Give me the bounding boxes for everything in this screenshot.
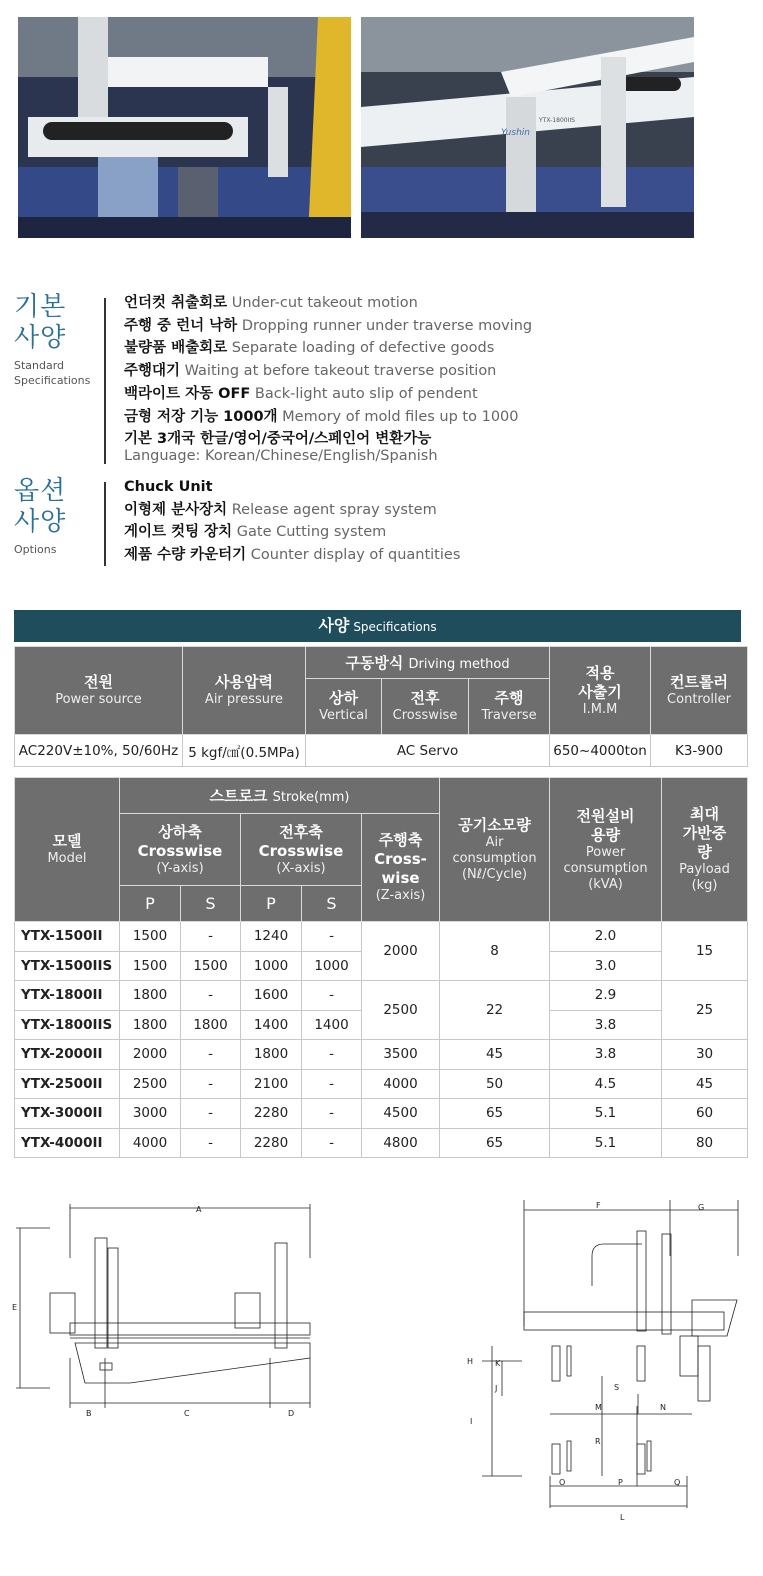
cell-air: 5 kgf/㎠(0.5MPa): [183, 735, 306, 767]
table-row: YTX-1800IIS 1800 1800 1400 1400 3.8: [15, 1010, 748, 1040]
feature-item: 금형 저장 기능 1000개 Memory of mold files up to 1000: [124, 408, 519, 425]
table-row: YTX-1500IIS 1500 1500 1000 1000 3.0: [15, 951, 748, 981]
specifications-banner: 사양 Specifications: [14, 610, 741, 642]
feature-item: 주행대기 Waiting at before takeout traverse position: [124, 363, 497, 380]
section-divider: [104, 482, 106, 566]
svg-text:M: M: [595, 1403, 602, 1412]
cell-drive: AC Servo: [306, 735, 550, 767]
side-view-drawing: [462, 1196, 752, 1521]
options-section: [14, 476, 754, 566]
svg-text:N: N: [660, 1403, 666, 1412]
svg-text:I: I: [470, 1417, 473, 1426]
cell-controller: K3-900: [651, 735, 748, 767]
feature-item: 기본 3개국 한글/영어/중국어/스페인어 변환가능: [124, 431, 432, 448]
options-feature-list: [124, 476, 460, 567]
table-row: YTX-2500II 2500 - 2100 - 4000 50 4.5 45: [15, 1069, 748, 1099]
header-crosswise: 전후 Crosswise: [382, 679, 469, 735]
feature-language-line: Language: Korean/Chinese/English/Spanish: [124, 447, 438, 464]
option-item: 제품 수량 카운터기 Counter display of quantities: [124, 547, 461, 564]
feature-item: 백라이트 자동 OFF Back-light auto slip of pendent: [124, 385, 478, 402]
header-vertical: 상하 Vertical: [306, 679, 382, 735]
robot-photo-left: [18, 17, 351, 238]
svg-text:L: L: [620, 1513, 625, 1521]
svg-text:R: R: [595, 1437, 601, 1446]
table-row: YTX-1500II 1500 - 1240 - 2000 8 2.0 15: [15, 922, 748, 952]
svg-text:A: A: [196, 1205, 202, 1214]
robot-photo-right: [361, 17, 694, 238]
svg-text:Yushin: Yushin: [501, 128, 530, 138]
options-title-ko: 옵션 사양: [14, 476, 67, 537]
standard-specifications-section: [14, 292, 754, 464]
svg-text:O: O: [559, 1478, 566, 1487]
option-item: Chuck Unit: [124, 479, 213, 495]
header-air-consumption: 공기소모량 Air consumption (Nℓ/Cycle): [440, 778, 550, 922]
svg-text:YTX-1800IIS: YTX-1800IIS: [539, 117, 575, 124]
header-power-source: 전원 Power source: [15, 647, 183, 735]
table-row: YTX-4000II 4000 - 2280 - 4800 65 5.1 80: [15, 1128, 748, 1158]
header-payload: 최대 가반중 량 Payload (kg): [662, 778, 748, 922]
dimension-labels: [12, 1205, 294, 1418]
svg-text:H: H: [467, 1357, 474, 1366]
cell-imm: 650~4000ton: [550, 735, 651, 767]
svg-text:Q: Q: [674, 1478, 681, 1487]
header-y-s: S: [181, 886, 241, 922]
front-view-drawing: [10, 1198, 330, 1428]
svg-text:J: J: [495, 1384, 498, 1393]
table-row: YTX-3000II 3000 - 2280 - 4500 65 5.1 60: [15, 1099, 748, 1129]
svg-text:E: E: [12, 1303, 18, 1312]
header-x-p: P: [241, 886, 302, 922]
table-row: YTX-1800II 1800 - 1600 - 2500 22 2.9 25: [15, 981, 748, 1011]
standard-title-en: Standard Specifications: [14, 359, 91, 387]
spec-table: [14, 646, 748, 767]
header-imm: 적용 사출기 I.M.M: [550, 647, 651, 735]
header-driving-method: 구동방식 Driving method: [306, 647, 550, 679]
header-stroke: 스트로크 Stroke(mm): [120, 778, 440, 814]
standard-title-ko: 기본 사양: [14, 292, 67, 353]
option-item: 게이트 컷팅 장치 Gate Cutting system: [124, 524, 387, 541]
svg-text:C: C: [184, 1409, 190, 1418]
table-row: YTX-2000II 2000 - 1800 - 3500 45 3.8 30: [15, 1040, 748, 1070]
option-item: 이형제 분사장치 Release agent spray system: [124, 501, 437, 518]
header-air-pressure: 사용압력 Air pressure: [183, 647, 306, 735]
header-controller: 컨트롤러 Controller: [651, 647, 748, 735]
svg-text:K: K: [495, 1359, 501, 1368]
svg-text:D: D: [288, 1409, 295, 1418]
feature-item: 불량품 배출회로 Separate loading of defective goods: [124, 340, 495, 357]
header-x-axis: 전후축 Crosswise (X-axis): [241, 814, 362, 886]
feature-item: 언더컷 취출회로 Under-cut takeout motion: [124, 295, 418, 311]
header-z-axis: 주행축 Cross- wise (Z-axis): [362, 814, 440, 922]
section-divider: [104, 298, 106, 464]
feature-item: 주행 중 런너 낙하 Dropping runner under traverse moving: [124, 317, 533, 334]
svg-text:G: G: [698, 1203, 705, 1212]
header-traverse: 주행 Traverse: [469, 679, 550, 735]
svg-text:P: P: [618, 1478, 623, 1487]
svg-text:B: B: [86, 1409, 92, 1418]
cell-power: AC220V±10%, 50/60Hz: [15, 735, 183, 767]
header-x-s: S: [302, 886, 362, 922]
header-y-axis: 상하축 Crosswise (Y-axis): [120, 814, 241, 886]
model-table: [14, 777, 748, 1158]
standard-feature-list: [124, 292, 532, 465]
header-y-p: P: [120, 886, 181, 922]
header-power-consumption: 전원설비 용량 Power consumption (kVA): [550, 778, 662, 922]
options-title-en: Options: [14, 543, 57, 556]
svg-text:F: F: [596, 1201, 601, 1210]
header-model: 모델 Model: [15, 778, 120, 922]
svg-text:S: S: [614, 1383, 620, 1392]
